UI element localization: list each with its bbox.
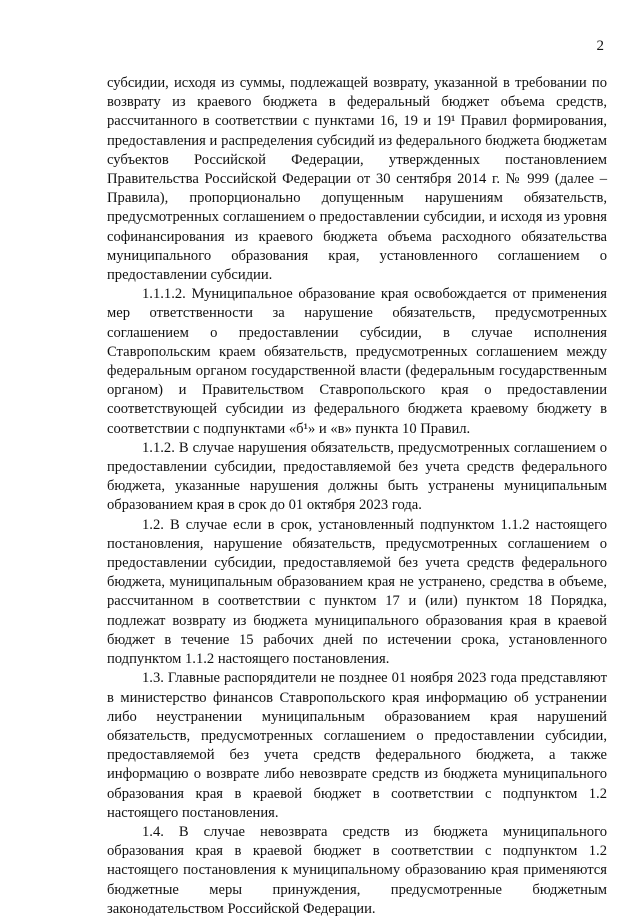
paragraph-1-1-1-2: 1.1.1.2. Муниципальное образование края освобождается от применения мер ответственности за нарушение обязательств, предусмотренных соглашением о предоставлении субсидии, в случае исполнения Ставропольским краем обязательств, предусмотренных соглашением между федеральным органом государственной власти (федеральным государственным органом) и Правительством Ставропольского края о предоставлении соответствующей субсидии из федерального бюджета краевому бюджету в соответствии с подпунктами «б¹» и «в» пункта 10 Правил. (107, 286, 607, 437)
paragraph-1-2: 1.2. В случае если в срок, установленный подпунктом 1.1.2 настоящего постановления, нарушение обязательств, предусмотренных соглашением о предоставлении субсидии, предоставляемой без учета средств федерального бюджета, муниципальным образованием края не устранено, средства в объеме, рассчитанном в соответствии с пунктом 17 и (или) пунктом 18 Порядка, подлежат возврату из бюджета муниципального образования края в краевой бюджет в течение 15 рабочих дней по истечении срока, установленного подпунктом 1.1.2 настоящего постановления. (107, 516, 607, 668)
paragraph-continuation: субсидии, исходя из суммы, подлежащей возврату, указанной в требовании по возврату из краевого бюджета в федеральный бюджет объема средств, рассчитанного в соответствии с пунктами 16, 19 и 19¹ Правил формирования, предоставления и распределения субсидий из федерального бюджета бюджетам субъектов Российской Федерации, утвержденных постановлением Правительства Российской Федерации от 30 сентября 2014 г. № 999 (далее – Правила), пропорционально допущенным нарушениям обязательств, предусмотренных соглашением о предоставлении субсидии, и исходя из уровня софинансирования из краевого бюджета объема расходного обязательства муниципального образования края, установленного соглашением о предоставлении субсидии. (107, 75, 607, 284)
page-number: 2 (596, 38, 604, 54)
paragraph-1-3: 1.3. Главные распорядители не позднее 01 ноября 2023 года представляют в министерство финансов Ставропольского края информацию об устранении либо неустранении муниципальным образованием края нарушений обязательств, предусмотренных соглашением о предоставлении субсидии, предоставляемой без учета средств федерального бюджета, а также информацию о возврате либо невозврате средств из бюджета муниципального образования края в краевой бюджет в соответствии с подпунктом 1.2 настоящего постановления. (107, 670, 607, 821)
paragraph-1-1-2: 1.1.2. В случае нарушения обязательств, предусмотренных соглашением о предоставлении субсидии, предоставляемой без учета средств федерального бюджета, указанные нарушения должны быть устранены муниципальным образованием края в срок до 01 октября 2023 года. (107, 439, 607, 514)
paragraph-1-4: 1.4. В случае невозврата средств из бюджета муниципального образования края в краевой бюджет в соответствии с подпунктом 1.2 настоящего постановления к муниципальному образованию края применяются бюджетные меры принуждения, предусмотренные бюджетным законодательством Российской Федерации. (107, 823, 607, 917)
document-body (107, 74, 607, 919)
